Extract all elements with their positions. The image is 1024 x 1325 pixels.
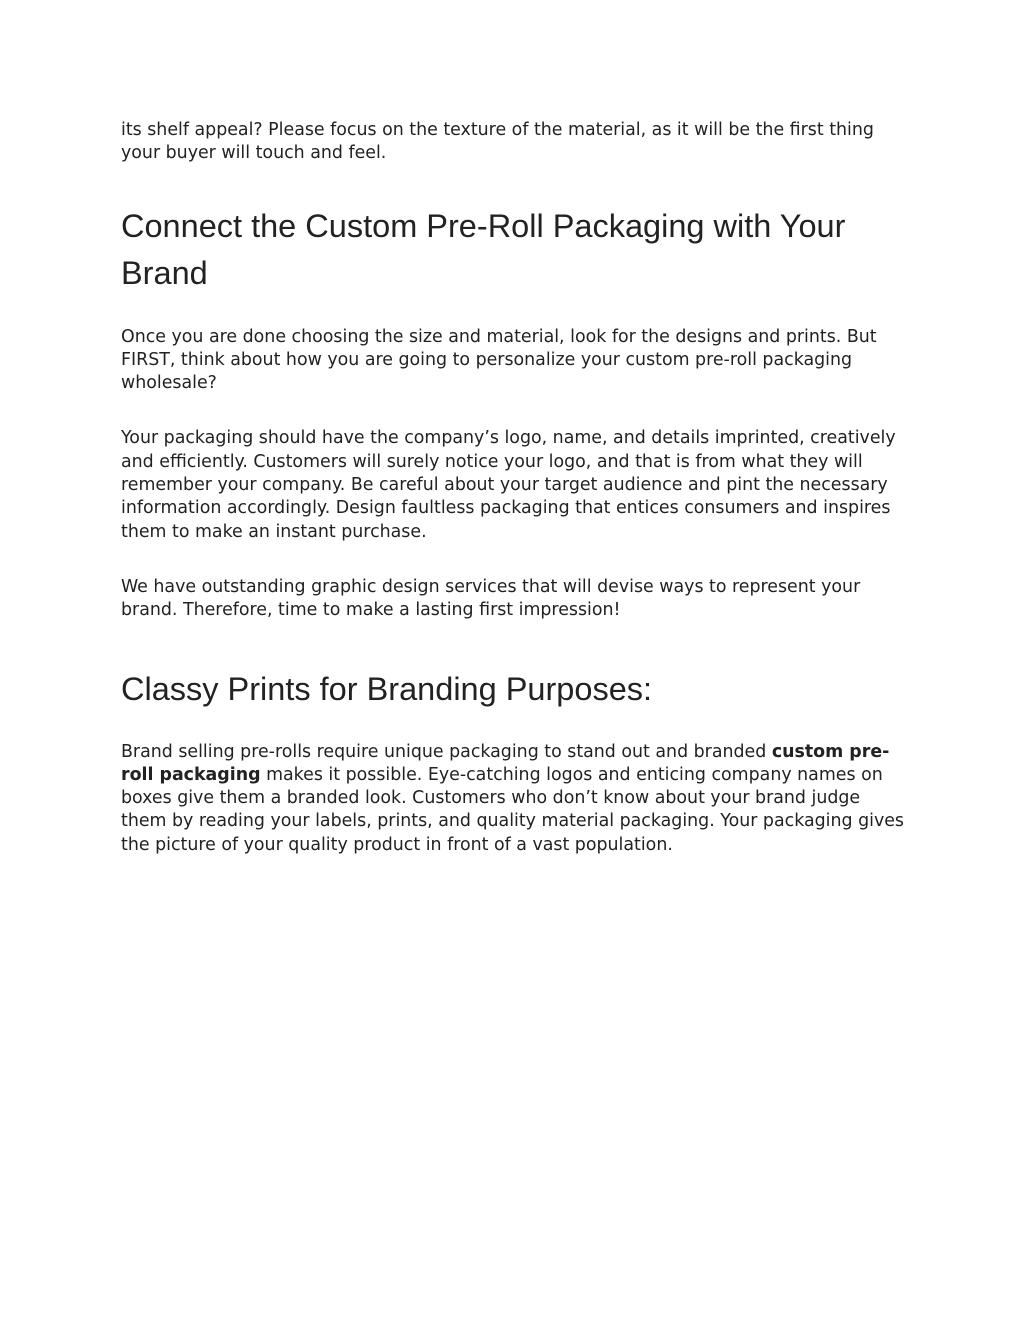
paragraph-brand-text-after: makes it possible. Eye-catching logos and enticing company names on boxes give them a branded look. Customers who don’t know about your brand judge them by reading your labels, prints, and quality material packaging. Your packaging gives the picture of your quality product in front of a vast population. xyxy=(121,764,904,855)
heading-classy-prints: Classy Prints for Branding Purposes: xyxy=(121,670,653,707)
paragraph-packaging-details: Your packaging should have the company’s logo, name, and details imprinted, creatively and efficiently. Customers will surely notice your logo, and that is from what they will remember your company. Be careful about your target audience and pint the necessary information accordingly. Design faultless packaging that entices consumers and inspires them to make an instant purchase. xyxy=(121,428,896,542)
paragraph-choosing-designs: Once you are done choosing the size and material, look for the designs and prints. But FIRST, think about how you are going to personalize your custom pre-roll packaging wholesale? xyxy=(121,326,877,394)
document-page xyxy=(121,119,911,857)
paragraph-design-services: We have outstanding graphic design services that will devise ways to represent your brand. Therefore, time to make a lasting first impression! xyxy=(121,576,861,621)
heading-connect-packaging: Connect the Custom Pre-Roll Packaging with Your Brand xyxy=(121,207,846,291)
paragraph-brand-selling xyxy=(121,741,911,857)
custom-pre-roll-packaging-bold: custom pre-roll packaging xyxy=(121,741,890,785)
intro-paragraph: its shelf appeal? Please focus on the texture of the material, as it will be the first thing your buyer will touch and feel. xyxy=(121,120,874,164)
paragraph-brand-text-before: Brand selling pre-rolls require unique packaging to stand out and branded xyxy=(121,741,772,762)
